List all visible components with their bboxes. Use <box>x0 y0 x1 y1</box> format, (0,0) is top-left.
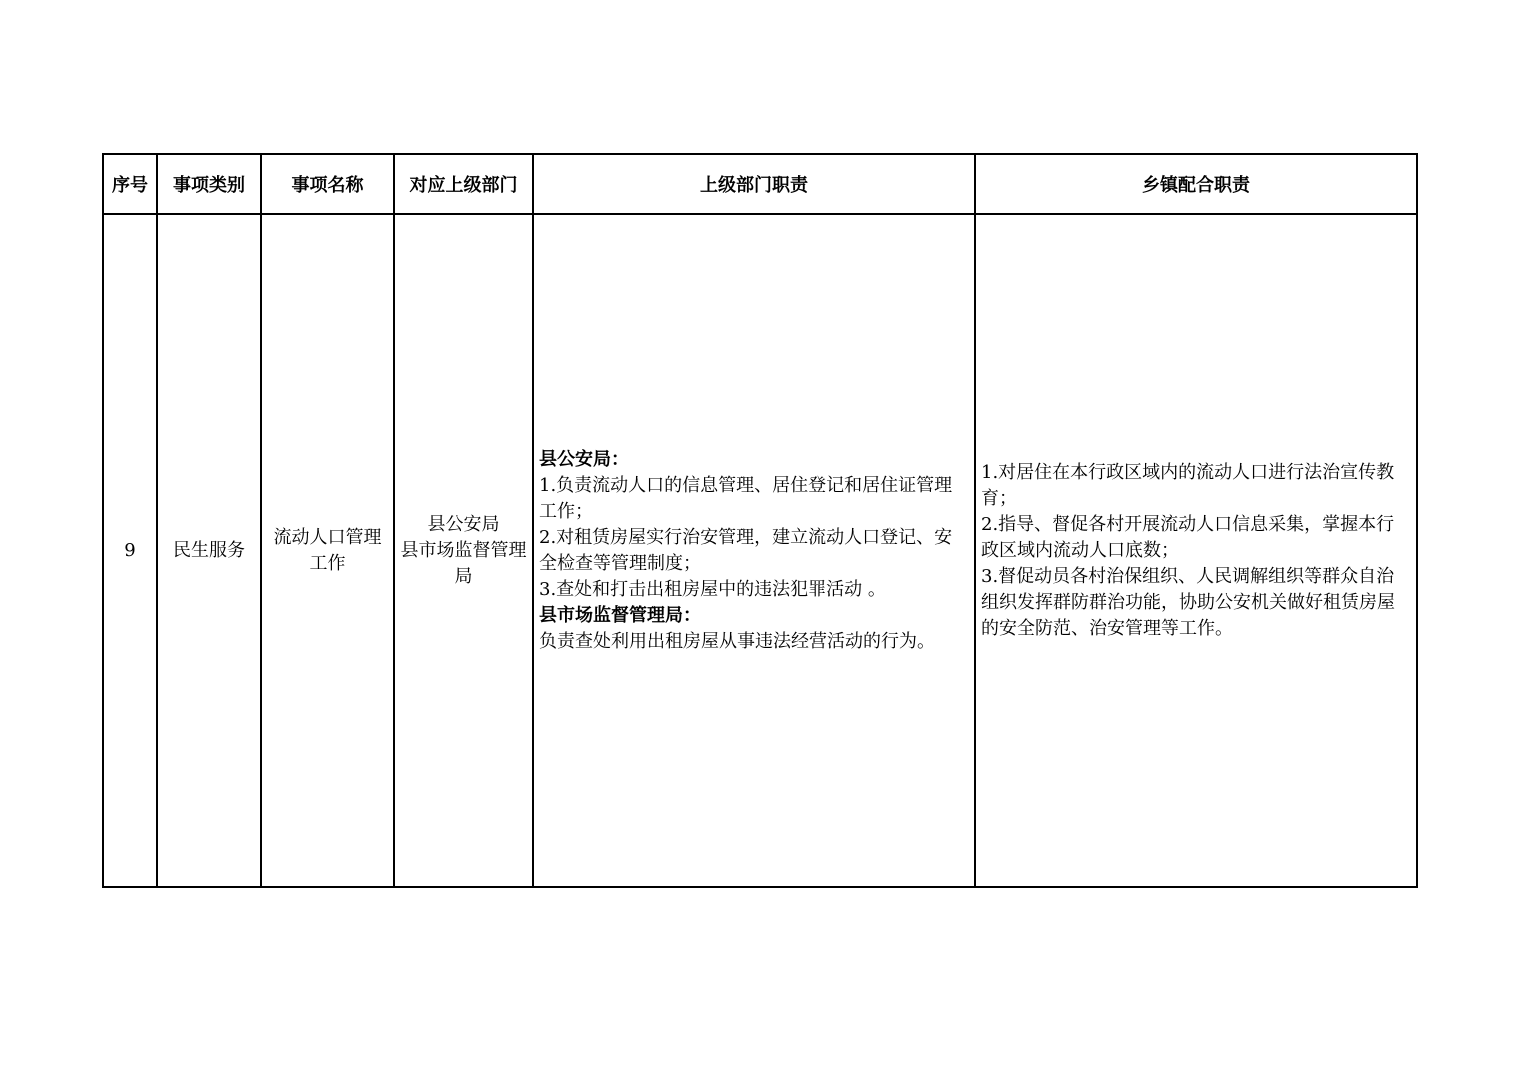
cell-dept <box>394 214 533 887</box>
header-index: 序号 <box>103 154 157 214</box>
cell-town-duty <box>975 214 1417 887</box>
dept-line-2: 县市场监督管理局 <box>400 539 527 587</box>
category-value: 民生服务 <box>173 539 245 561</box>
header-dept: 对应上级部门 <box>394 154 533 214</box>
town-duty-item-1: 1.对居住在本行政区域内的流动人口进行法治宣传教育； <box>981 461 1395 509</box>
header-row <box>103 154 1417 214</box>
upper-duty-item-2: 2.对租赁房屋实行治安管理，建立流动人口登记、安全检查等管理制度； <box>539 526 953 574</box>
upper-duty-text <box>534 447 974 655</box>
cell-name <box>261 214 394 887</box>
table-row <box>103 214 1417 887</box>
upper-duty-section2-title: 县市场监督管理局： <box>539 604 701 626</box>
item-name-value: 流动人口管理工作 <box>273 526 382 574</box>
duty-table <box>102 153 1418 888</box>
town-duty-text <box>976 460 1416 642</box>
town-duty-item-2: 2.指导、督促各村开展流动人口信息采集，掌握本行政区域内流动人口底数； <box>981 513 1395 561</box>
upper-duty-section2-text: 负责查处利用出租房屋从事违法经营活动的行为。 <box>539 630 935 652</box>
upper-duty-section1-title: 县公安局： <box>539 448 629 470</box>
dept-line-1: 县公安局 <box>427 513 500 535</box>
upper-duty-item-1: 1.负责流动人口的信息管理、居住登记和居住证管理工作； <box>539 474 953 522</box>
town-duty-item-3: 3.督促动员各村治保组织、人民调解组织等群众自治组织发挥群防群治功能，协助公安机关做好租赁房屋的安全防范、治安管理等工作。 <box>981 565 1395 639</box>
header-category: 事项类别 <box>157 154 261 214</box>
cell-upper-duty <box>533 214 975 887</box>
cell-category <box>157 214 261 887</box>
cell-index <box>103 214 157 887</box>
dept-list <box>395 512 532 590</box>
header-name: 事项名称 <box>261 154 394 214</box>
header-town-duty: 乡镇配合职责 <box>975 154 1417 214</box>
index-value: 9 <box>124 539 136 561</box>
upper-duty-item-3: 3.查处和打击出租房屋中的违法犯罪活动 。 <box>539 578 886 600</box>
header-upper-duty: 上级部门职责 <box>533 154 975 214</box>
